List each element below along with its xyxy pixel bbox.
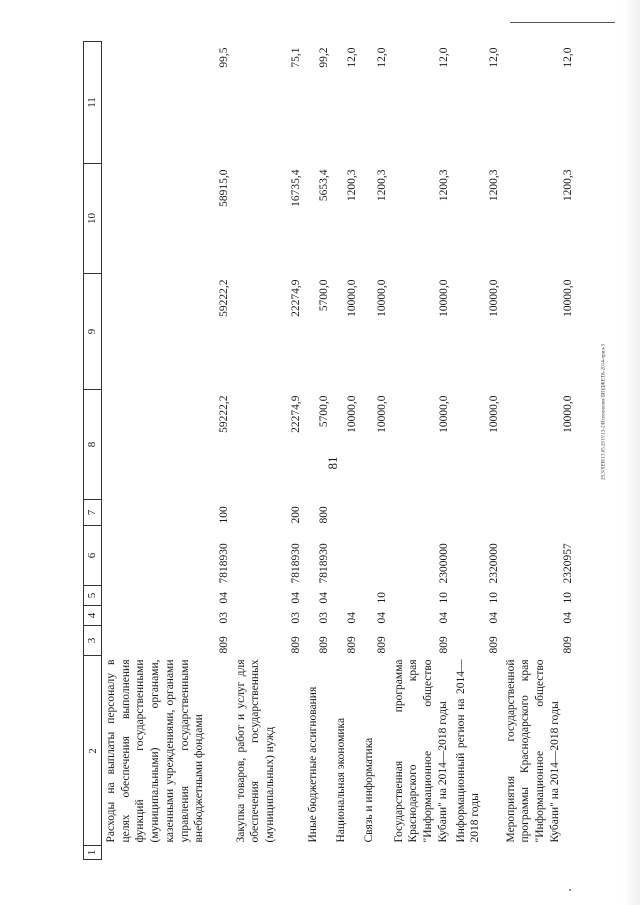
code-subsection: 10	[561, 592, 574, 604]
code-target	[332, 526, 360, 586]
execution-percent: 99,2	[317, 47, 330, 68]
executed-amount: 16735,4	[289, 169, 302, 207]
row-name: Связь и информатика	[362, 737, 375, 843]
row-number-cell	[232, 846, 304, 860]
revised-amount: 10000,0	[437, 279, 450, 317]
revised-amount: 22274,9	[289, 279, 302, 317]
revised-amount: 10000,0	[561, 279, 574, 317]
column-header-2: 2	[84, 656, 102, 846]
row-name: Иные бюджетные ассигнования	[306, 686, 319, 843]
code-subsection: 04	[217, 592, 230, 604]
table-row	[304, 42, 332, 860]
budget-table-rotated	[83, 42, 573, 860]
executed-amount: 1200,3	[375, 169, 388, 202]
row-name: Государственная программа Краснодарского края "Информационное общество Кубани" на 2014—2018 годы	[392, 659, 449, 843]
approved-amount: 59222,2	[217, 395, 230, 433]
approved-amount: 10000,0	[437, 395, 450, 433]
code-target: 7818930	[217, 543, 230, 584]
approved-amount: 10000,0	[345, 395, 358, 433]
table-row	[102, 42, 232, 860]
row-number-cell	[360, 846, 390, 860]
row-name: Информационный регион на 2014—2018 годы	[454, 659, 482, 843]
code-target: 7818930	[289, 543, 302, 584]
execution-percent: 12,0	[375, 47, 388, 68]
column-header-9: 9	[84, 274, 102, 390]
code-section: 03	[317, 612, 330, 624]
code-subsection: 04	[289, 592, 302, 604]
top-rule	[510, 22, 615, 23]
row-number-cell	[304, 846, 332, 860]
executed-amount: 1200,3	[437, 169, 450, 202]
code-chapter: 809	[437, 636, 450, 654]
code-chapter: 809	[289, 636, 302, 654]
column-header-3: 3	[84, 626, 102, 656]
table-row	[332, 42, 360, 860]
code-section: 04	[345, 612, 358, 624]
code-target	[360, 526, 390, 586]
row-number-cell	[332, 846, 360, 860]
execution-percent: 12,0	[487, 47, 500, 68]
execution-percent: 12,0	[561, 47, 574, 68]
row-name: Закупка товаров, работ и услуг для обеспечения государственных (муниципальных) нужд	[234, 659, 276, 843]
execution-percent: 99,5	[217, 47, 230, 68]
code-chapter: 809	[561, 636, 574, 654]
scan-speck	[569, 889, 571, 891]
code-section: 03	[289, 612, 302, 624]
column-header-6: 6	[84, 526, 102, 586]
code-expense-type: 100	[217, 506, 230, 524]
table-row	[452, 42, 502, 860]
approved-amount: 10000,0	[561, 395, 574, 433]
footer-file-path: 29.3\XER\13.05.2015\13-2\Исполнение БЮДЖЕТА-2014-прил-3	[601, 344, 607, 480]
column-header-10: 10	[84, 164, 102, 274]
code-expense-type	[452, 500, 502, 526]
revised-amount: 10000,0	[345, 279, 358, 317]
revised-amount: 10000,0	[375, 279, 388, 317]
column-header-7: 7	[84, 500, 102, 526]
revised-amount: 10000,0	[487, 279, 500, 317]
code-section: 04	[487, 612, 500, 624]
code-target: 2320957	[561, 543, 574, 584]
code-expense-type	[502, 500, 576, 526]
budget-table	[83, 41, 576, 860]
code-section: 03	[217, 612, 230, 624]
executed-amount: 58915,0	[217, 169, 230, 207]
column-header-11: 11	[84, 42, 102, 164]
code-expense-type: 800	[317, 506, 330, 524]
code-subsection: 10	[375, 592, 388, 604]
row-name: Национальная экономика	[334, 717, 347, 843]
execution-percent: 75,1	[289, 47, 302, 68]
code-chapter: 809	[217, 636, 230, 654]
row-number-cell	[502, 846, 576, 860]
approved-amount: 5700,0	[317, 395, 330, 428]
table-row	[360, 42, 390, 860]
column-header-row	[84, 42, 102, 860]
page-number: 81	[325, 456, 340, 470]
row-number-cell	[102, 846, 232, 860]
execution-percent: 12,0	[437, 47, 450, 68]
row-number-cell	[390, 846, 452, 860]
code-chapter: 809	[375, 636, 388, 654]
executed-amount: 1200,3	[561, 169, 574, 202]
row-name: Расходы на выплаты персоналу в целях обеспечения выполнения функций государственными (муниципальными) органами, казенными учреждениями, органами управления государственными внебюджетными фондами	[105, 659, 206, 843]
row-name: Мероприятия государственной программы Краснодарского края "Информационное общество Кубани" на 2014—2018 годы	[504, 659, 561, 843]
code-target: 7818930	[317, 543, 330, 584]
approved-amount: 22274,9	[289, 395, 302, 433]
table-row	[390, 42, 452, 860]
executed-amount: 1200,3	[487, 169, 500, 202]
code-section: 04	[375, 612, 388, 624]
code-subsection	[332, 586, 360, 606]
code-section: 04	[561, 612, 574, 624]
code-chapter: 809	[345, 636, 358, 654]
column-header-5: 5	[84, 586, 102, 606]
column-header-1: 1	[84, 846, 102, 860]
column-header-4: 4	[84, 606, 102, 626]
table-row	[502, 42, 576, 860]
column-header-8: 8	[84, 390, 102, 500]
code-chapter: 809	[487, 636, 500, 654]
revised-amount: 5700,0	[317, 279, 330, 312]
approved-amount: 10000,0	[375, 395, 388, 433]
code-subsection: 10	[437, 592, 450, 604]
code-target: 2300000	[437, 543, 450, 584]
code-section: 04	[437, 612, 450, 624]
code-chapter: 809	[317, 636, 330, 654]
table-row	[232, 42, 304, 860]
executed-amount: 5653,4	[317, 169, 330, 202]
code-subsection: 04	[317, 592, 330, 604]
code-target: 2320000	[487, 543, 500, 584]
row-number-cell	[452, 846, 502, 860]
scan-edge-shadow	[622, 0, 640, 905]
code-expense-type	[332, 500, 360, 526]
code-subsection: 10	[487, 592, 500, 604]
approved-amount: 10000,0	[487, 395, 500, 433]
code-expense-type	[390, 500, 452, 526]
code-expense-type	[360, 500, 390, 526]
executed-amount: 1200,3	[345, 169, 358, 202]
execution-percent: 12,0	[345, 47, 358, 68]
revised-amount: 59222,2	[217, 279, 230, 317]
code-expense-type: 200	[289, 506, 302, 524]
